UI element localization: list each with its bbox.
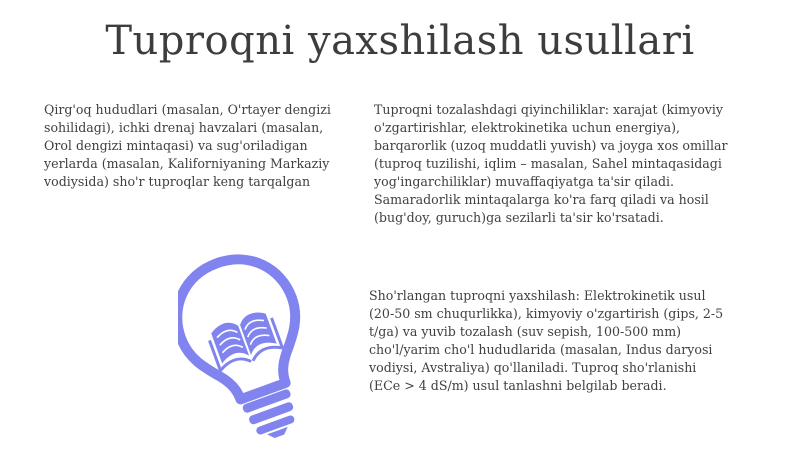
challenges-text: Tuproqni tozalashdagi qiyinchiliklar: xarajat (kimyoviy o'zgartirishlar, elektrokinetika uchun energiya), barqarorlik (uzoq muddatli yuvish) va joyga xos omillar (tuproq tuzilishi, iqlim – masalan, Sahel mintaqasidagi yog'ingarchiliklar) muvaffaqiyatga ta'sir qiladi. Samaradorlik mintaqalarga ko'ra farq qiladi va hosil (bug'doy, guruch)ga sezilarli ta'sir ko'rsatadi. bbox=[374, 102, 728, 225]
coastal-regions-text: Qirg'oq hududlari (masalan, O'rtayer dengizi sohilidagi), ichki drenaj havzalari (masalan, Orol dengizi mintaqasi) va sug'oriladigan yerlarda (masalan, Kaliforniyaning Markaziy vodiysida) sho'r tuproqlar keng tarqalgan bbox=[44, 102, 331, 189]
lightbulb-book-icon bbox=[178, 252, 316, 442]
slide-title: Tuproqni yaxshilash usullari bbox=[105, 18, 695, 64]
improvement-methods-text: Sho'rlangan tuproqni yaxshilash: Elektrokinetik usul (20-50 sm chuqurlikka), kimyoviy o'zgartirish (gips, 2-5 t/ga) va yuvib tozalash (suv sepish, 100-500 mm) cho'l/yarim cho'l hududlarida (masalan, Indus daryosi vodiysi, Avstraliya) qo'llaniladi. Tuproq sho'rlanishi (ECe > 4 dS/m) usul tanlashni belgilab beradi. bbox=[369, 288, 724, 393]
